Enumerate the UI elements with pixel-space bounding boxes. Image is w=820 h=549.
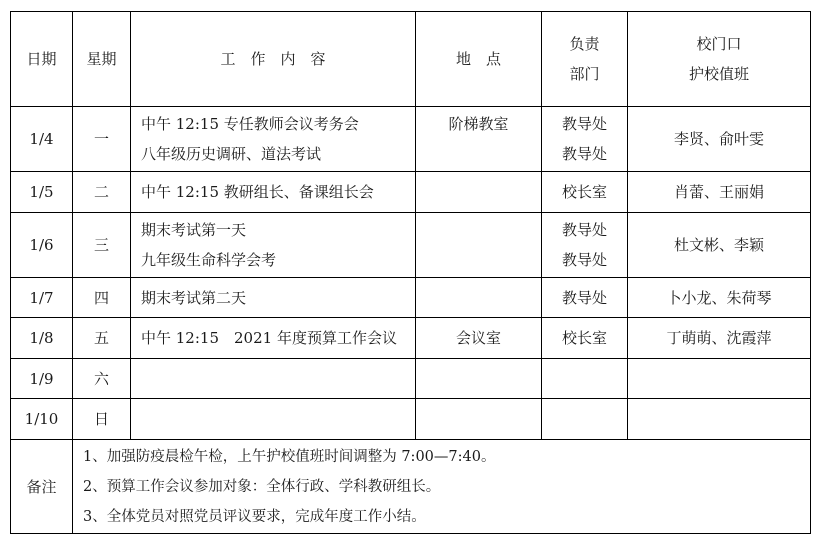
header-duty [628, 12, 811, 107]
schedule-table [10, 11, 811, 534]
row-dept-line: 教导处 [561, 115, 607, 133]
row-date: 1/9 [11, 359, 73, 399]
row-dept [542, 107, 628, 172]
row-duty: 卜小龙、朱荷琴 [628, 278, 811, 318]
table-row [11, 359, 811, 399]
row-location: 会议室 [416, 318, 542, 359]
row-dept-line: 教导处 [561, 221, 607, 239]
note-item: 3、全体党员对照党员评议要求，完成年度工作小结。 [83, 508, 426, 525]
row-dept-line: 教导处 [561, 288, 607, 307]
row-content [131, 318, 416, 359]
row-content [131, 213, 416, 278]
row-location: 阶梯教室 [416, 107, 542, 172]
row-weekday: 日 [73, 399, 131, 440]
row-weekday: 六 [73, 359, 131, 399]
schedule-body [11, 107, 811, 534]
row-date: 1/10 [11, 399, 73, 440]
table-row [11, 172, 811, 213]
row-content-line: 中午 12:15 专任教师会议考务会 [141, 115, 359, 133]
header-dept-line2: 部门 [569, 65, 600, 83]
row-dept-line: 校长室 [561, 329, 607, 347]
table-row [11, 107, 811, 172]
row-date: 1/8 [11, 318, 73, 359]
notes-content [73, 440, 811, 534]
row-dept-line: 教导处 [561, 251, 607, 269]
row-location [416, 172, 542, 213]
row-duty: 肖蕾、王丽娟 [628, 172, 811, 213]
notes-label: 备注 [11, 440, 73, 534]
header-duty-line1: 校门口 [696, 35, 742, 53]
row-content-line: 期末考试第一天 [141, 221, 247, 239]
row-dept [542, 359, 628, 399]
row-weekday: 五 [73, 318, 131, 359]
row-dept-line: 校长室 [561, 183, 607, 201]
header-dept [542, 12, 628, 107]
row-dept [542, 399, 628, 440]
row-dept-line: 教导处 [561, 145, 607, 163]
row-duty [628, 399, 811, 440]
row-dept [542, 318, 628, 359]
table-row [11, 213, 811, 278]
header-row [11, 12, 811, 107]
row-location [416, 278, 542, 318]
header-duty-line2: 护校值班 [688, 65, 749, 83]
table-row [11, 318, 811, 359]
row-weekday: 二 [73, 172, 131, 213]
row-duty [628, 359, 811, 399]
row-content [131, 278, 416, 318]
row-content-line: 八年级历史调研、道法考试 [141, 145, 322, 163]
header-date: 日期 [11, 12, 73, 107]
row-duty: 李贤、俞叶雯 [628, 107, 811, 172]
header-dept-line1: 负责 [569, 35, 600, 53]
row-content-line: 期末考试第二天 [141, 288, 247, 307]
row-content [131, 399, 416, 440]
row-weekday: 一 [73, 107, 131, 172]
row-location [416, 399, 542, 440]
row-content-line: 九年级生命科学会考 [141, 251, 277, 269]
note-item: 2、预算工作会议参加对象：全体行政、学科教研组长。 [83, 478, 441, 495]
note-item: 1、加强防疫晨检午检，上午护校值班时间调整为 7:00—7:40。 [83, 448, 496, 465]
row-dept [542, 172, 628, 213]
row-content-line: 中午 12:15 教研组长、备课组长会 [141, 183, 374, 201]
row-weekday: 三 [73, 213, 131, 278]
row-content-line: 中午 12:15 2021 年度预算工作会议 [141, 329, 397, 347]
row-location [416, 359, 542, 399]
row-date: 1/4 [11, 107, 73, 172]
row-date: 1/5 [11, 172, 73, 213]
notes-row [11, 440, 811, 534]
row-duty: 杜文彬、李颖 [628, 213, 811, 278]
table-row [11, 399, 811, 440]
row-date: 1/6 [11, 213, 73, 278]
row-weekday: 四 [73, 278, 131, 318]
header-content: 工 作 内 容 [131, 12, 416, 107]
row-dept [542, 278, 628, 318]
table-row [11, 278, 811, 318]
row-location [416, 213, 542, 278]
header-weekday: 星期 [73, 12, 131, 107]
header-location: 地 点 [416, 12, 542, 107]
row-date: 1/7 [11, 278, 73, 318]
row-content [131, 107, 416, 172]
row-dept [542, 213, 628, 278]
row-content [131, 359, 416, 399]
row-content [131, 172, 416, 213]
row-duty: 丁萌萌、沈霞萍 [628, 318, 811, 359]
